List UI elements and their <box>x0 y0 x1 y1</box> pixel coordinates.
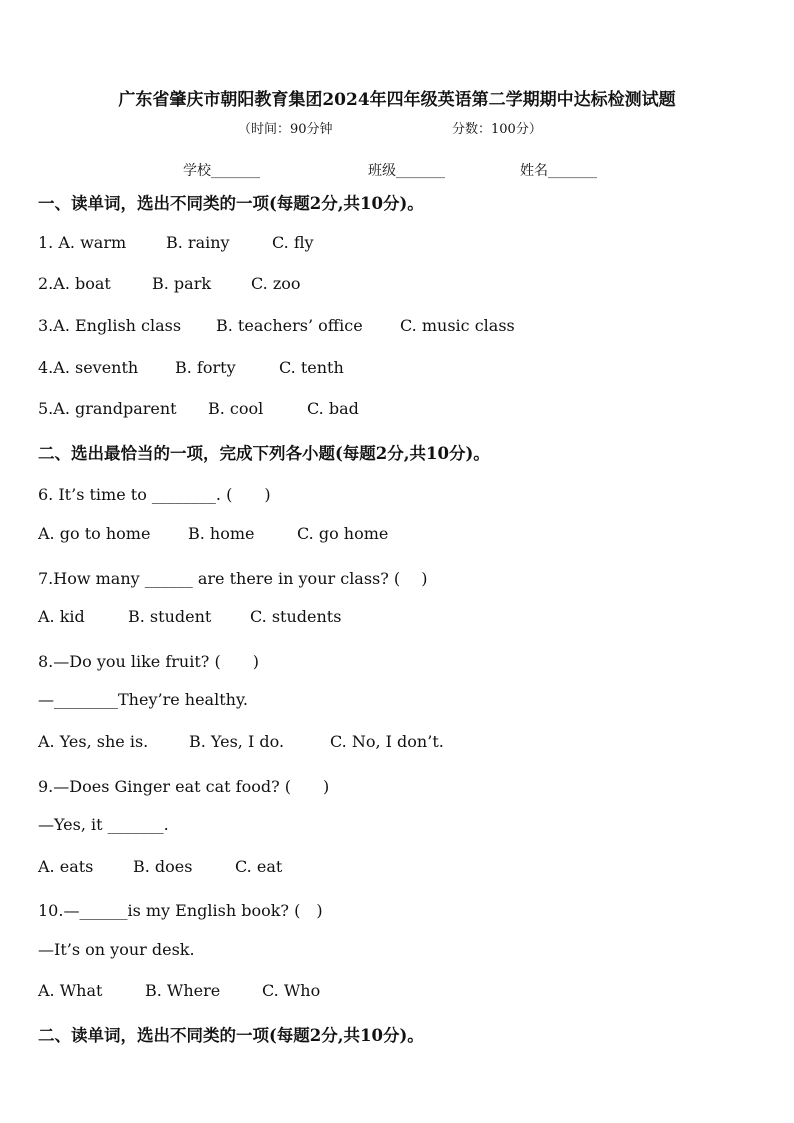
option-c: C. students <box>250 607 342 626</box>
option-c: C. music class <box>400 316 515 335</box>
option-c: C. eat <box>235 857 283 876</box>
question-4 <box>38 358 758 377</box>
question-10-options <box>38 981 758 1000</box>
question-8-reply: —________They’re healthy. <box>38 690 248 709</box>
question-6-options <box>38 524 758 543</box>
exam-score: 分数：100分） <box>452 122 542 137</box>
option-c: C. bad <box>307 399 359 418</box>
question-10-reply: —It’s on your desk. <box>38 940 195 959</box>
option-c: C. Who <box>262 981 321 1000</box>
option-b: B. Yes, I do. <box>189 732 285 751</box>
option-b: B. Where <box>145 981 221 1000</box>
question-5 <box>38 399 758 418</box>
option-a: 3.A. English class <box>38 316 182 335</box>
option-c: C. zoo <box>251 274 301 293</box>
question-6: 6. It’s time to ________. ( ) <box>38 485 271 504</box>
option-b: B. rainy <box>166 233 230 252</box>
option-b: B. park <box>152 274 212 293</box>
name-field: 姓名_______ <box>520 163 597 179</box>
question-3 <box>38 316 758 335</box>
question-7: 7.How many ______ are there in your class? ( ) <box>38 569 428 588</box>
question-8: 8.—Do you like fruit? ( ) <box>38 652 259 671</box>
option-a: 1. A. warm <box>38 233 127 252</box>
option-b: B. forty <box>175 358 236 377</box>
question-9: 9.—Does Ginger eat cat food? ( ) <box>38 777 330 796</box>
section-1-heading: 一、读单词，选出不同类的一项(每题2分,共10分)。 <box>38 194 424 213</box>
question-7-options <box>38 607 758 626</box>
option-a: A. eats <box>38 857 94 876</box>
question-1 <box>38 233 758 252</box>
option-b: B. student <box>128 607 212 626</box>
option-a: A. Yes, she is. <box>38 732 149 751</box>
option-b: B. does <box>133 857 193 876</box>
class-field: 班级_______ <box>368 163 445 179</box>
exam-time: （时间：90分钟 <box>238 122 333 137</box>
option-b: B. teachers’ office <box>216 316 363 335</box>
question-10: 10.—______is my English book? ( ) <box>38 901 323 920</box>
option-a: 5.A. grandparent <box>38 399 177 418</box>
option-a: A. kid <box>38 607 85 626</box>
option-c: C. go home <box>297 524 389 543</box>
school-field: 学校_______ <box>183 163 260 179</box>
question-2 <box>38 274 758 293</box>
option-c: C. tenth <box>279 358 344 377</box>
section-3-heading: 二、读单词，选出不同类的一项(每题2分,共10分)。 <box>38 1026 424 1045</box>
option-b: B. cool <box>208 399 264 418</box>
option-c: C. No, I don’t. <box>330 732 444 751</box>
option-b: B. home <box>188 524 255 543</box>
question-9-reply: —Yes, it _______. <box>38 815 169 834</box>
option-a: 2.A. boat <box>38 274 111 293</box>
section-2-heading: 二、选出最恰当的一项，完成下列各小题(每题2分,共10分)。 <box>38 444 490 463</box>
option-c: C. fly <box>272 233 314 252</box>
option-a: A. What <box>38 981 103 1000</box>
exam-title: 广东省肇庆市朝阳教育集团2024年四年级英语第二学期期中达标检测试题 <box>118 90 676 110</box>
option-a: A. go to home <box>38 524 151 543</box>
question-9-options <box>38 857 758 876</box>
question-8-options <box>38 732 758 751</box>
option-a: 4.A. seventh <box>38 358 139 377</box>
